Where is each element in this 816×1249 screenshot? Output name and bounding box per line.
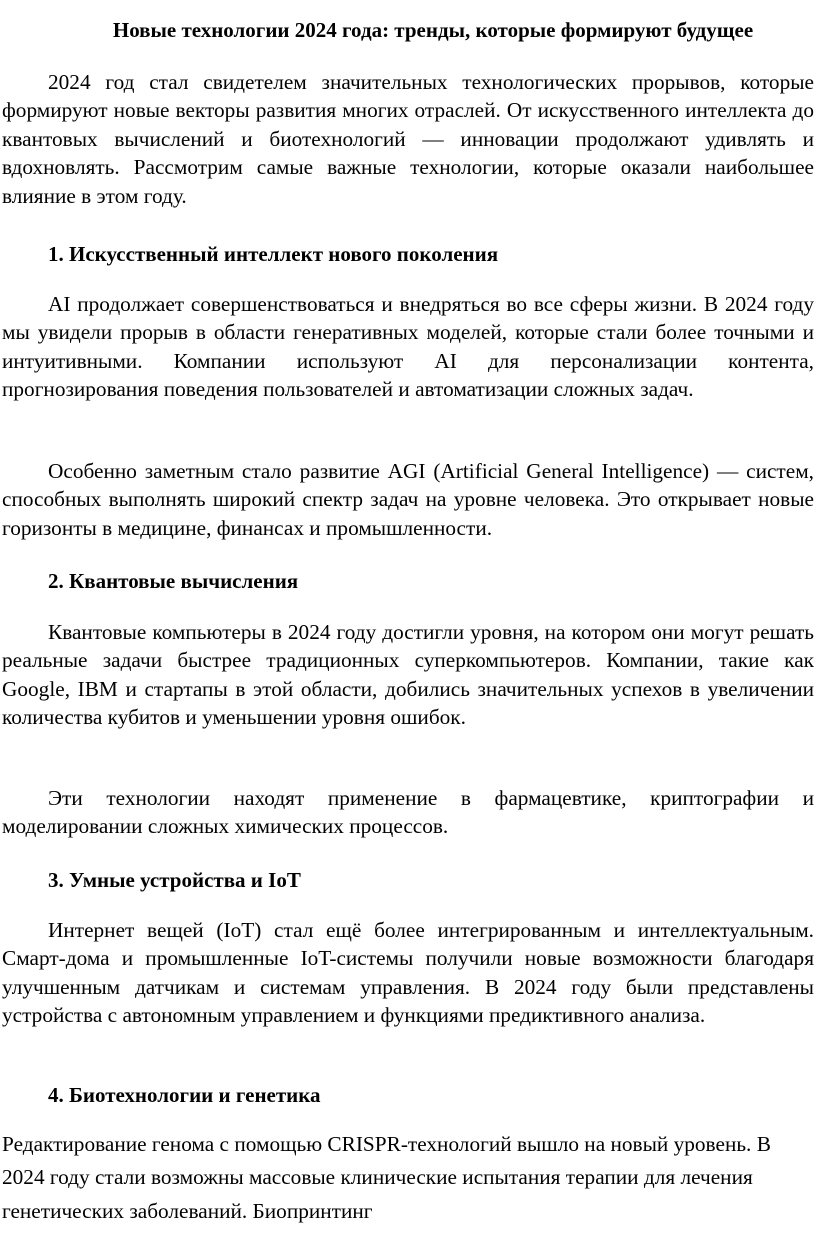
section-2-paragraph-2: Эти технологии находят применение в фармацевтике, криптографии и моделировании сложных химических процессов. (2, 786, 814, 839)
section-heading-2: 2. Квантовые вычисления (48, 569, 299, 593)
section-1-paragraph-2: Особенно заметным стало развитие AGI (Artificial General Intelligence) — систем, способных выполнять широкий спектр задач на уровне человека. Это открывает новые горизонты в медицине, финансах и промышленности. (2, 459, 814, 540)
section-3-paragraph-1: Интернет вещей (IoT) стал ещё более интегрированным и интеллектуальным. Смарт-дома и промышленные IoT-системы получили новые возможности благодаря улучшенным датчикам и системам управления. В 2024 году были представлены устройства с автономным управлением и функциями предиктивного анализа. (2, 918, 814, 1028)
section-heading-3: 3. Умные устройства и IoT (48, 868, 301, 892)
section-heading-4: 4. Биотехнологии и генетика (48, 1083, 321, 1107)
section-1-paragraph-1: AI продолжает совершенствоваться и внедряться во все сферы жизни. В 2024 году мы увидели прорыв в области генеративных моделей, которые стали более точными и интуитивными. Компании используют AI для персонализации контента, прогнозирования поведения пользователей и автоматизации сложных задач. (2, 292, 814, 402)
section-4-paragraph-1: Редактирование генома с помощью CRISPR-технологий вышло на новый уровень. В 2024 году стали возможны массовые клинические испытания терапии для лечения генетических заболеваний. Биопринтинг (2, 1132, 771, 1223)
section-heading-1: 1. Искусственный интеллект нового поколения (48, 242, 499, 266)
document-title: Новые технологии 2024 года: тренды, которые формируют будущее (112, 18, 754, 42)
intro-paragraph: 2024 год стал свидетелем значительных технологических прорывов, которые формируют новые векторы развития многих отраслей. От искусственного интеллекта до квантовых вычислений и биотехнологий — инновации продолжают удивлять и вдохновлять. Рассмотрим самые важные технологии, которые оказали наибольшее влияние в этом году. (2, 70, 814, 208)
section-2-paragraph-1: Квантовые компьютеры в 2024 году достигли уровня, на котором они могут решать реальные задачи быстрее традиционных суперкомпьютеров. Компании, такие как Google, IBM и стартапы в этой области, добились значительных успехов в увеличении количества кубитов и уменьшении уровня ошибок. (2, 620, 814, 730)
